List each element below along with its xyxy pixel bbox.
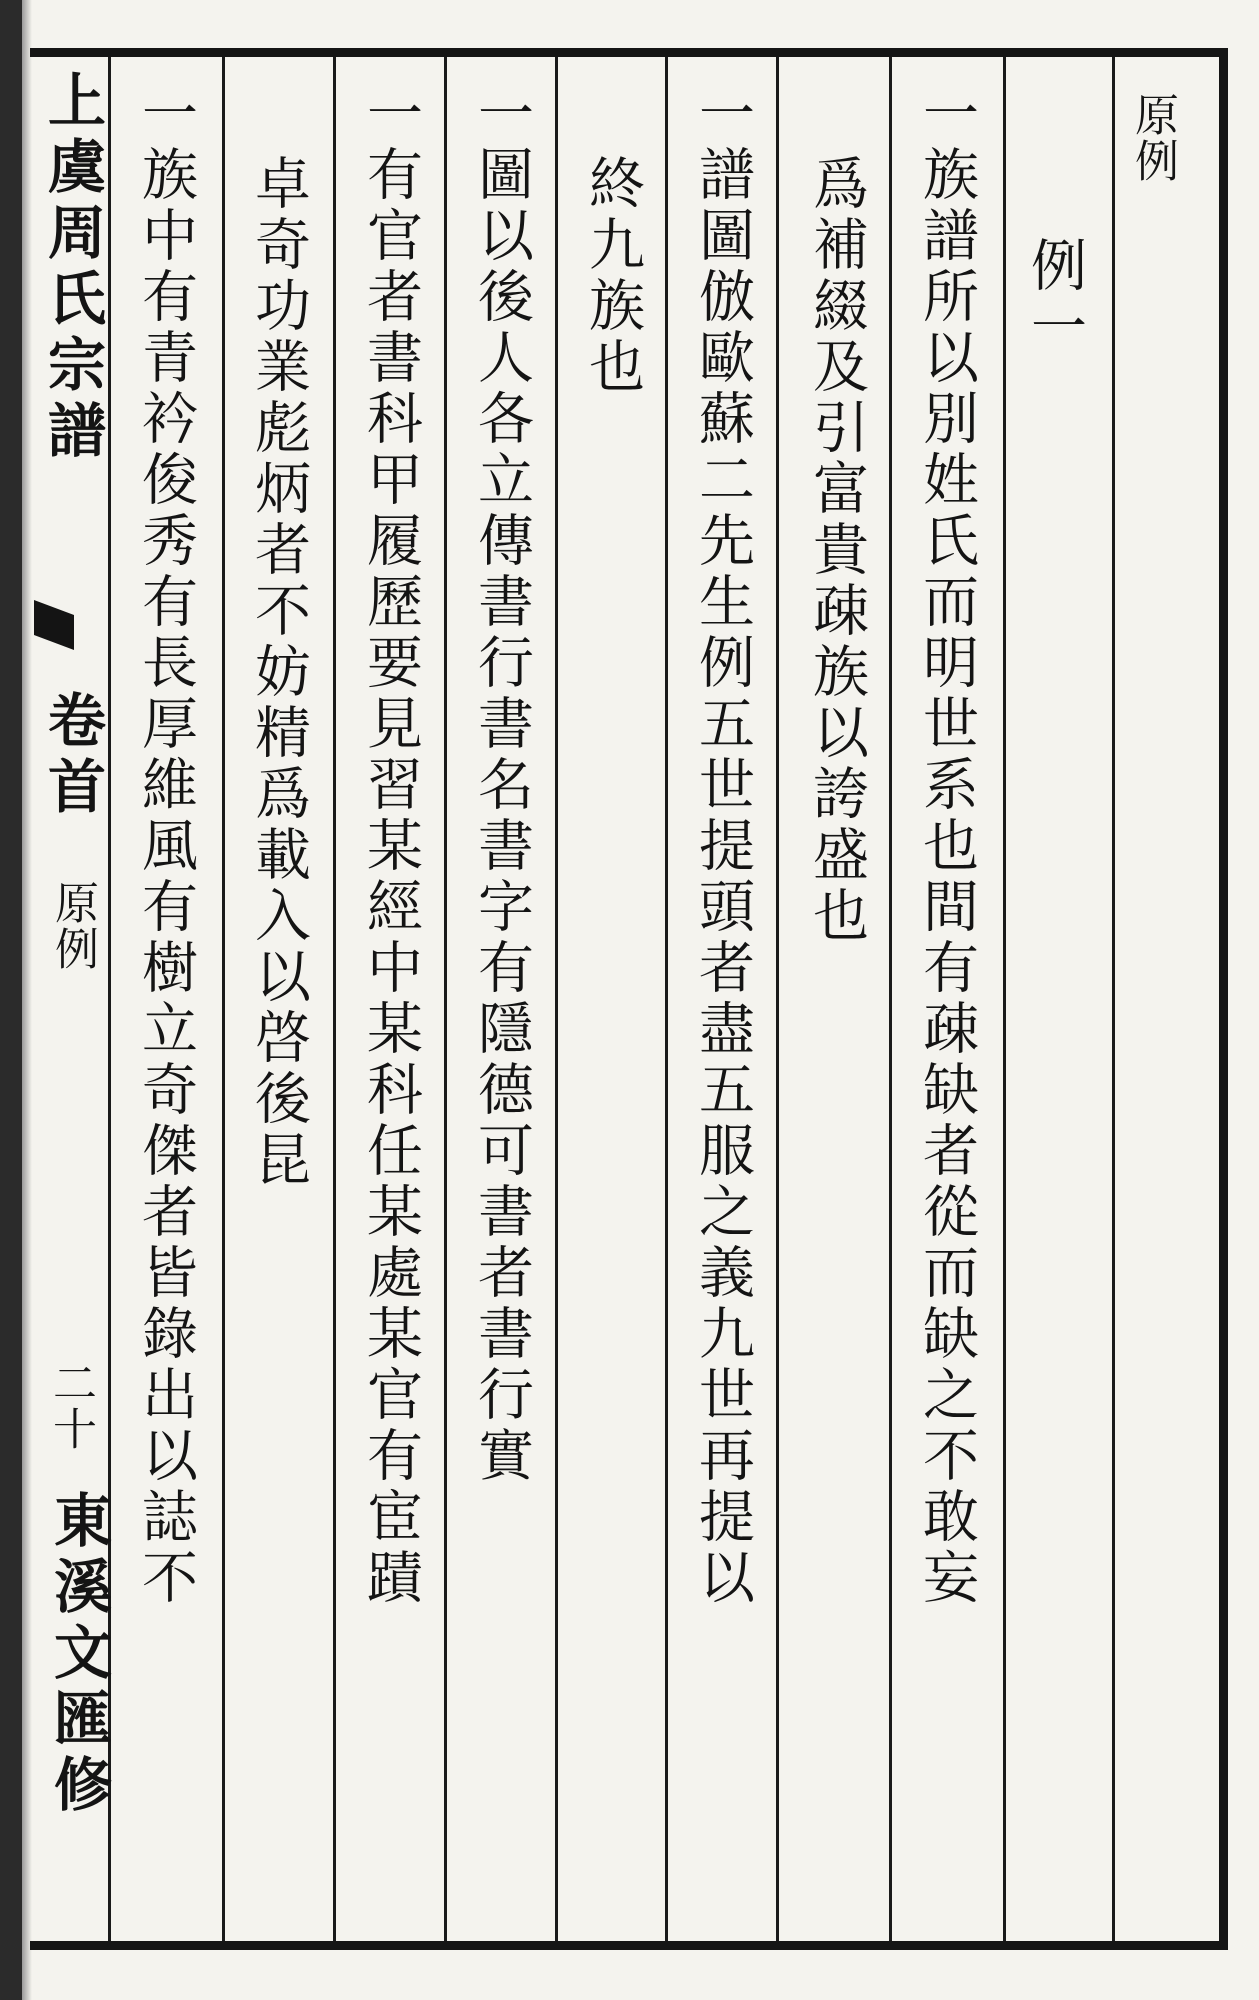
column-divider <box>1003 57 1006 1941</box>
text-column-1: 一族譜所以別姓氏而明世系也間有疎缺者從而缺之不敢妄 <box>914 84 979 1609</box>
page-title: 原例 <box>1127 92 1178 184</box>
hall-name: 東溪文匯修 <box>44 1490 112 1820</box>
column-divider <box>222 57 225 1941</box>
spine-section: 原例 <box>47 880 98 972</box>
text-column-5: 一圖以後人各立傳書行書名書字有隱德可書者書行實 <box>469 84 534 1487</box>
text-column-6: 一有官者書科甲履歷要見習某經中某科任某處某官有宦蹟 <box>358 84 423 1609</box>
text-column-3: 一譜圖倣歐蘇二先生例五世提頭者盡五服之義九世再提以 <box>690 84 755 1609</box>
book-title: 上虞周氏宗譜 <box>38 70 106 466</box>
rule-heading: 例一 <box>1022 236 1087 358</box>
page-number: 二十 <box>45 1360 96 1452</box>
column-divider <box>776 57 779 1941</box>
column-divider <box>1112 57 1115 1941</box>
text-column-7: 卓奇功業彪炳者不妨精爲載入以啓後昆 <box>246 154 311 1191</box>
column-divider <box>444 57 447 1941</box>
column-divider <box>665 57 668 1941</box>
column-divider <box>333 57 336 1941</box>
text-column-4: 終九族也 <box>580 154 645 398</box>
column-divider <box>889 57 892 1941</box>
text-column-2: 爲補綴及引富貴疎族以誇盛也 <box>804 154 869 947</box>
volume-label: 卷首 <box>38 690 106 822</box>
column-divider <box>555 57 558 1941</box>
text-column-8: 一族中有青衿俊秀有長厚維風有樹立奇傑者皆錄出以誌不 <box>133 84 198 1609</box>
scan-edge <box>0 0 22 2000</box>
spine-fish-tail-icon <box>34 590 74 664</box>
